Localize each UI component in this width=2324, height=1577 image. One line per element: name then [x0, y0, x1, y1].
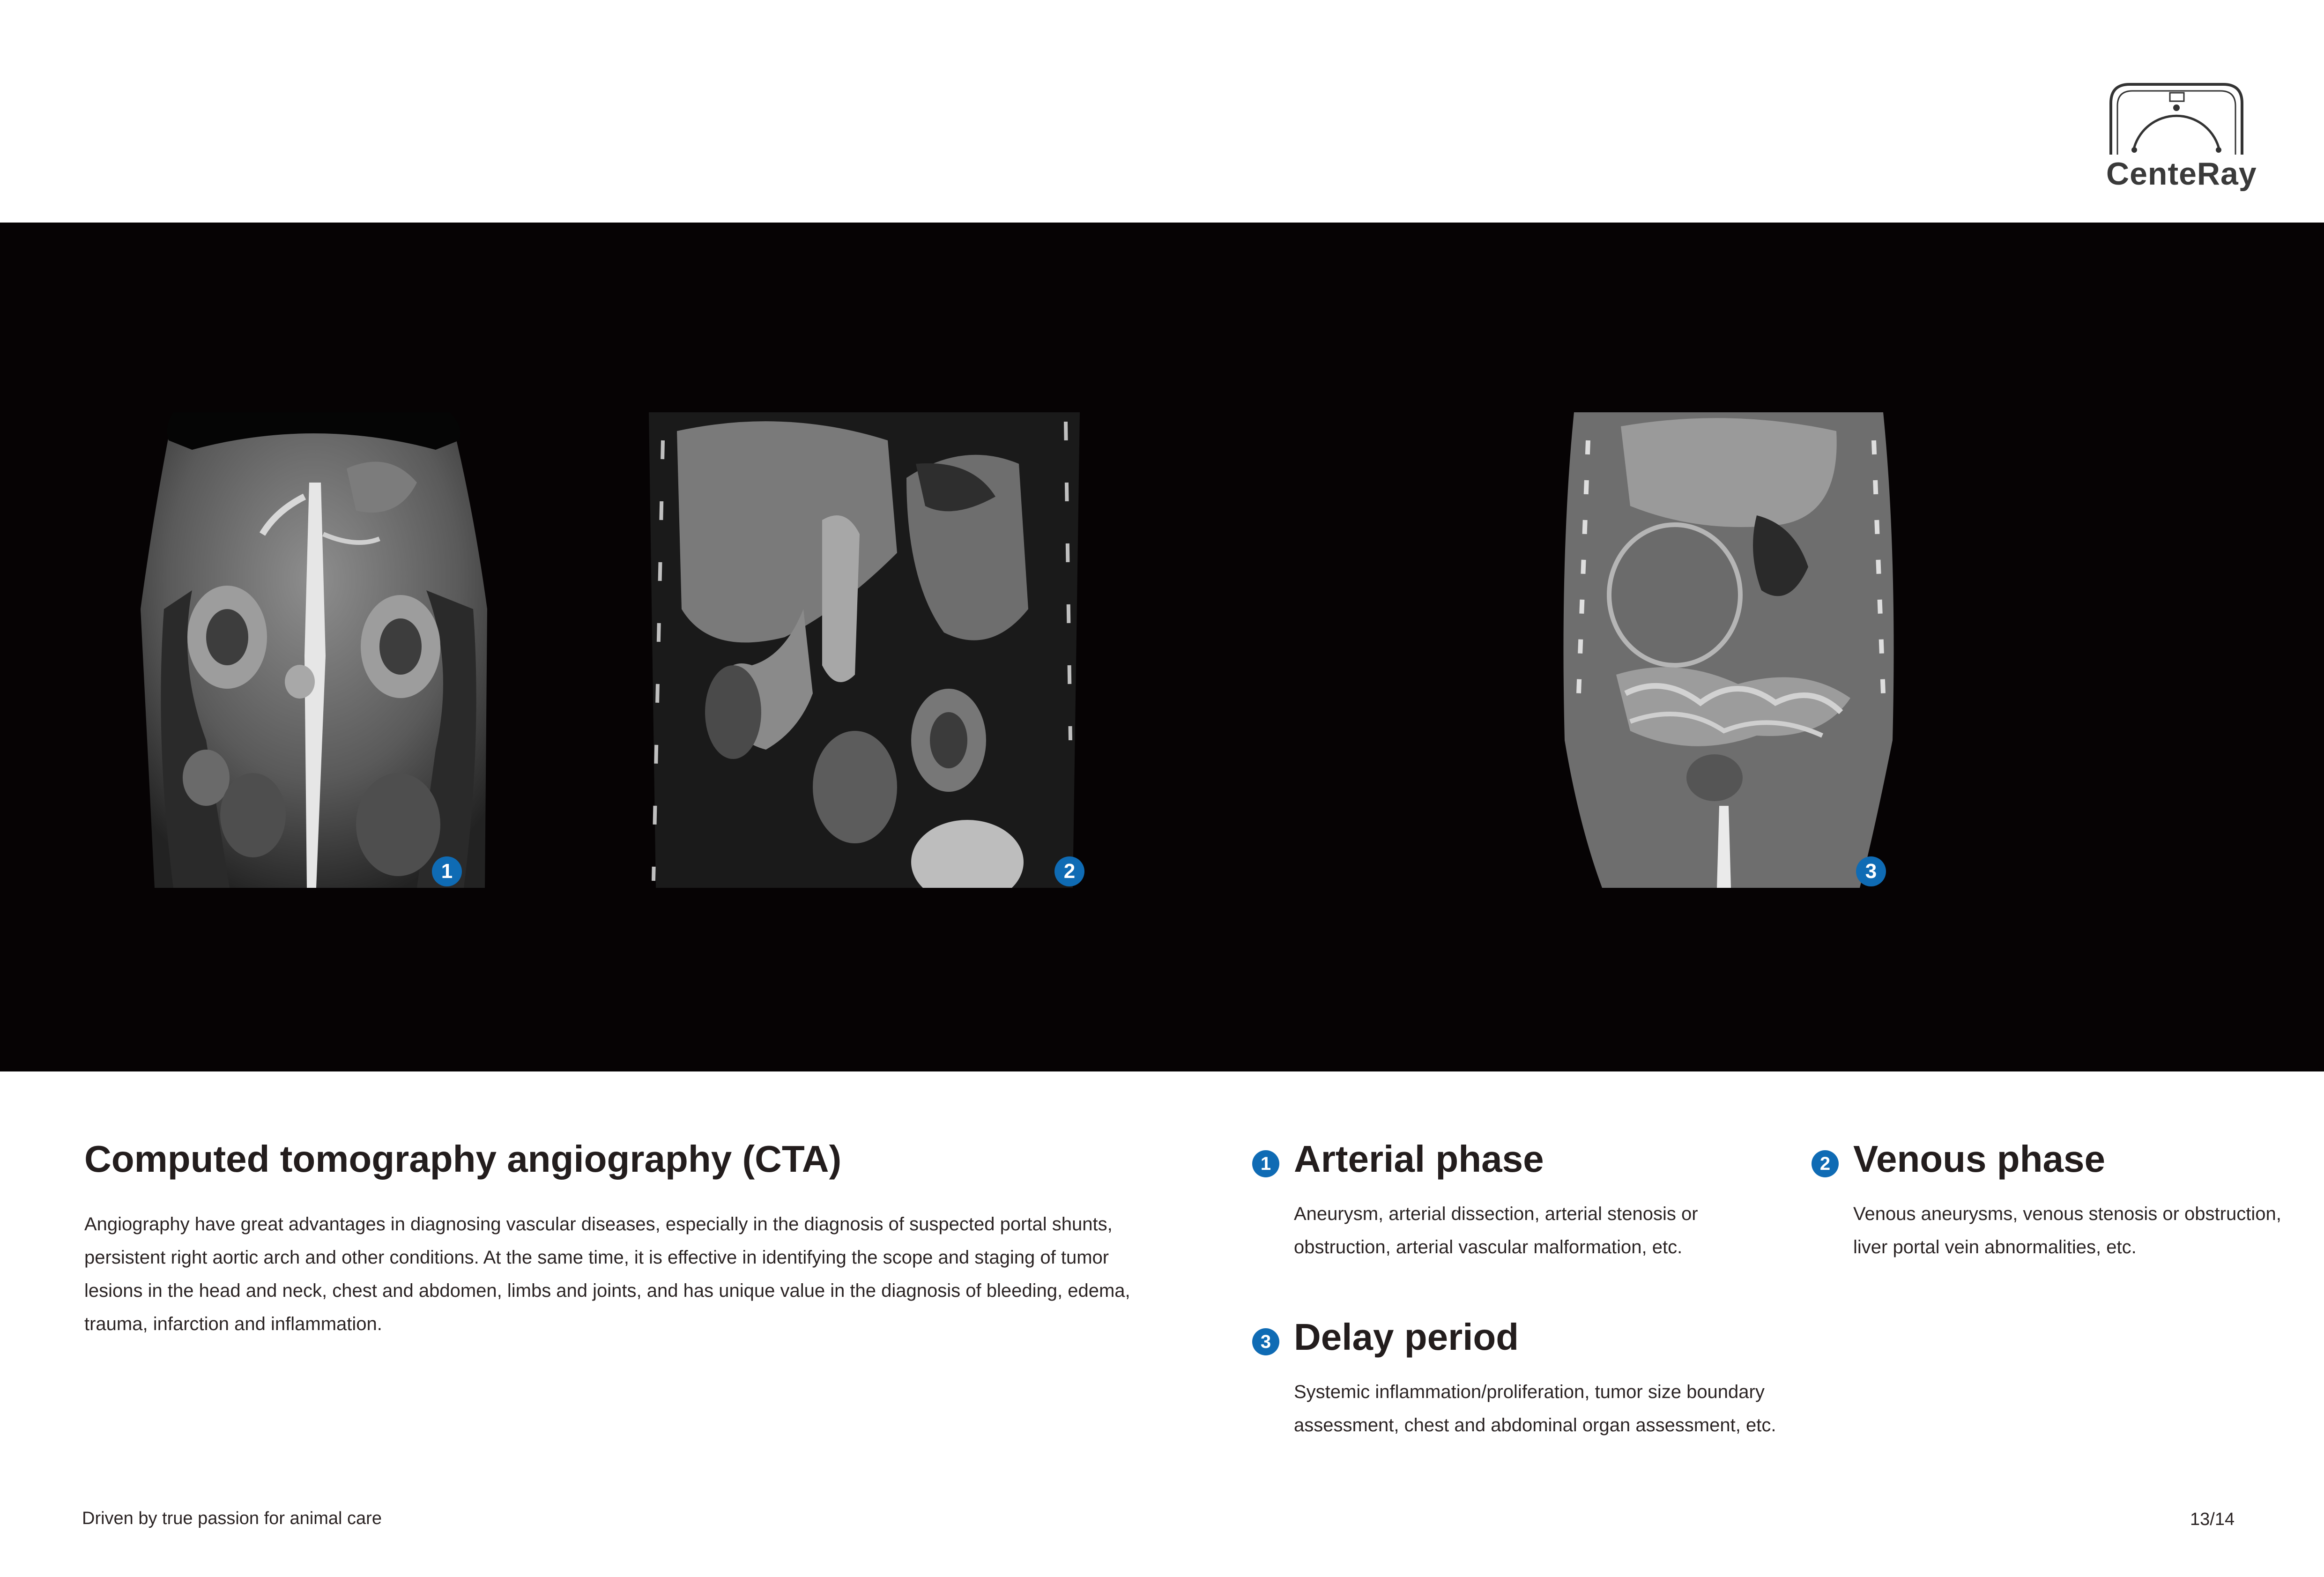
- phase-badge-2: 2: [1812, 1150, 1839, 1177]
- ct-gantry-icon: [2106, 80, 2247, 155]
- phase-text-delay: Systemic inflammation/proliferation, tumor size boundary assessment, chest and abdominal organ assessment, etc.: [1294, 1382, 1776, 1436]
- phase-title-arterial: Arterial phase: [1294, 1138, 1544, 1180]
- phase-title-venous: Venous phase: [1853, 1138, 2105, 1180]
- scan-delay: [1560, 412, 1897, 888]
- brand-name: CenteRay: [2106, 156, 2257, 192]
- scan-badge-2: 2: [1054, 856, 1084, 886]
- section-description: Angiography have great advantages in diagnosing vascular diseases, especially in the diagnosis of suspected portal shunts, persistent right aortic arch and other conditions. At the same time, it is effective in identifying the scope and staging of tumor lesions in the head and neck, chest and abdomen, limbs and joints, and has unique value in the diagnosis of bleeding, edema, trauma, infarction and inflammation.: [84, 1214, 1130, 1334]
- scan-image-band: [0, 223, 2324, 1071]
- scan-badge-1: 1: [432, 856, 462, 886]
- scan-badge-3: 3: [1856, 856, 1886, 886]
- phase-badge-3: 3: [1252, 1328, 1279, 1355]
- scan-arterial: [136, 412, 492, 888]
- phase-badge-1: 1: [1252, 1150, 1279, 1177]
- scan-venous: [644, 412, 1084, 888]
- phase-title-delay: Delay period: [1294, 1316, 1519, 1358]
- footer-tagline: Driven by true passion for animal care: [82, 1509, 382, 1528]
- page-number: 13/14: [2190, 1510, 2235, 1529]
- centeray-logo: [2106, 80, 2257, 192]
- section-title: Computed tomography angiography (CTA): [84, 1138, 842, 1180]
- phase-text-arterial: Aneurysm, arterial dissection, arterial stenosis or obstruction, arterial vascular malformation, etc.: [1294, 1204, 1698, 1257]
- phase-text-venous: Venous aneurysms, venous stenosis or obstruction, liver portal vein abnormalities, etc.: [1853, 1204, 2281, 1257]
